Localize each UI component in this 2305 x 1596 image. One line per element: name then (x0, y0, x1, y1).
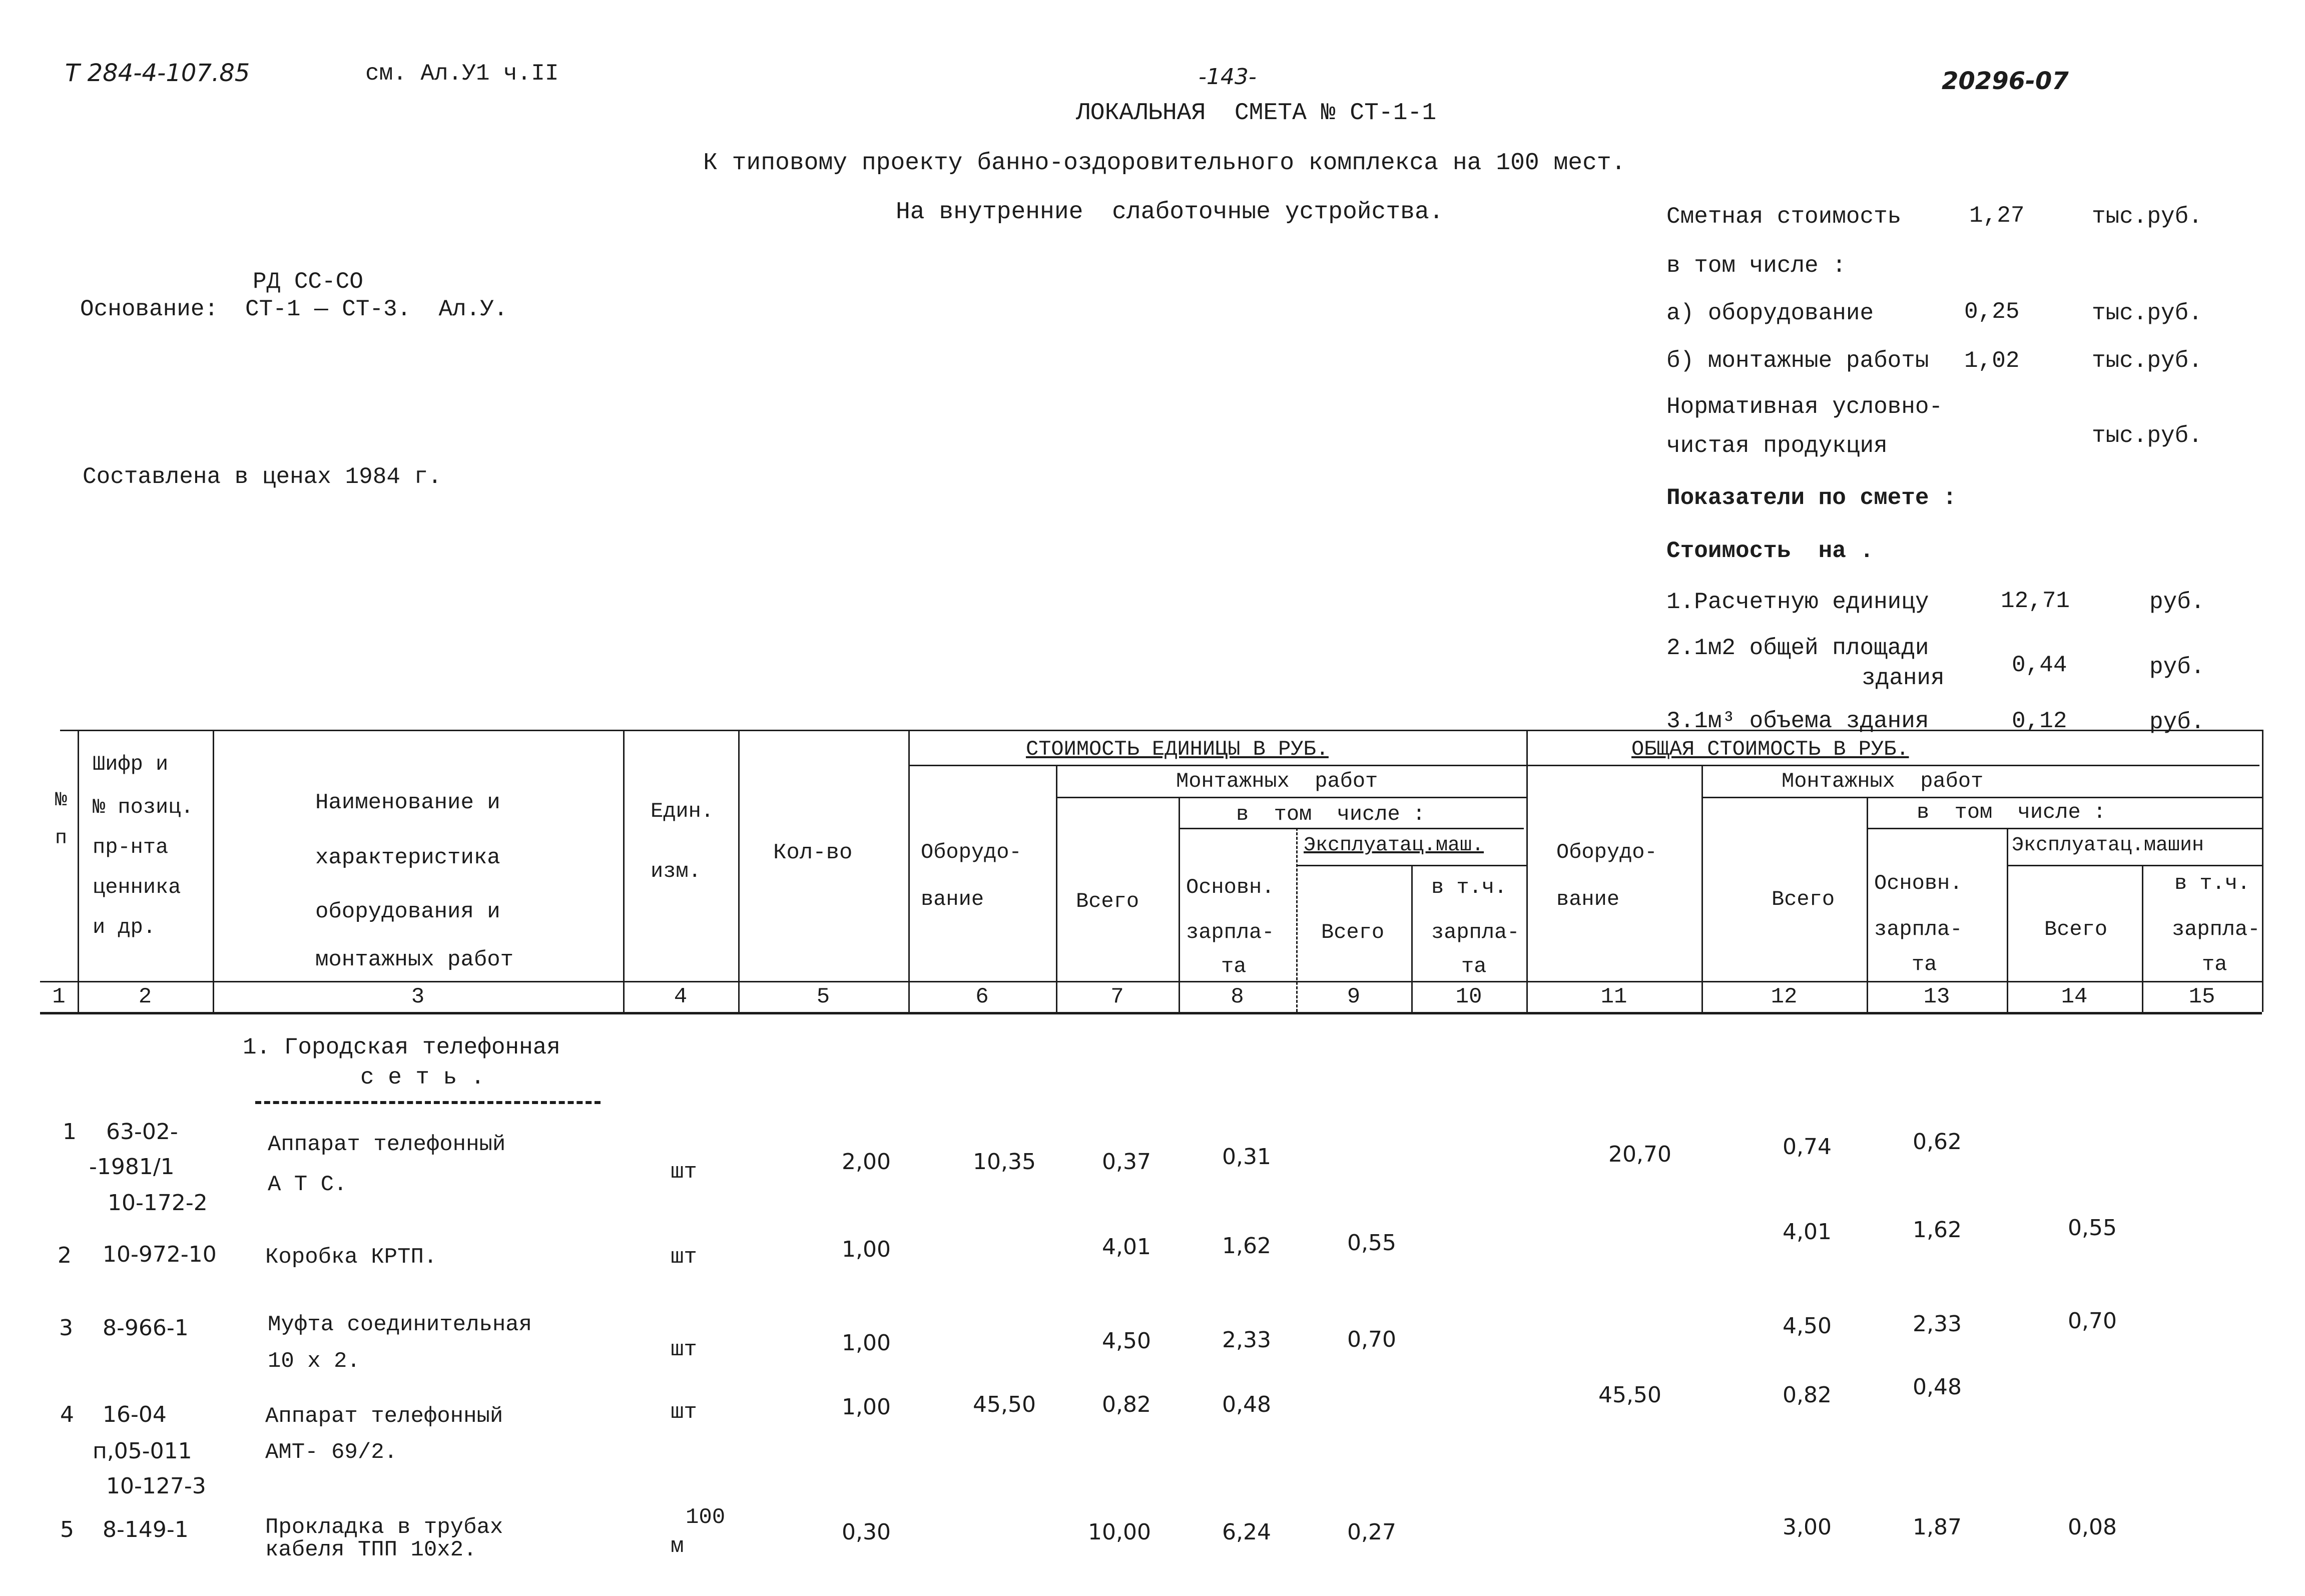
col-header-equipment-total: Оборудо- (1556, 840, 1657, 864)
page-number: -143- (1199, 64, 1257, 90)
col-header-equipment-total: вание (1556, 887, 1620, 911)
col-header-name: оборудования и (315, 899, 500, 924)
column-number: 7 (1110, 984, 1124, 1009)
installation-header: Монтажных работ (1176, 769, 1378, 793)
col-header-code: № позиц. (93, 795, 194, 819)
row-code: 10-172-2 (108, 1190, 208, 1216)
row-cell-7: 4,01 (1102, 1234, 1151, 1260)
row-cell-11: 45,50 (1598, 1382, 1661, 1408)
row-name: Прокладка в трубах (265, 1515, 503, 1540)
row-cell-12: 0,74 (1783, 1134, 1832, 1160)
row-name: А Т С. (268, 1172, 347, 1197)
col-header-base-wage-total: та (1912, 952, 1937, 976)
col-header-name: Наименование и (315, 790, 500, 815)
basis-label: Основание: (80, 296, 219, 322)
including-header: в том числе : (1236, 802, 1426, 826)
basis-value: СТ-1 — СТ-3. Ал.У. (245, 296, 508, 322)
row-name: Аппарат телефонный (268, 1132, 506, 1157)
indicator-label: 1.Расчетную единицу (1666, 589, 1929, 615)
col-header-code: ценника (93, 875, 181, 899)
total-cost-header: ОБЩАЯ СТОИМОСТЬ В РУБ. (1631, 737, 1909, 761)
row-cell-7: 0,37 (1102, 1149, 1151, 1175)
row-cell-7: 10,00 (1088, 1519, 1151, 1545)
col-header-incl-wage: та (1461, 954, 1487, 978)
row-code: 63-02- (106, 1119, 178, 1145)
row-name: 10 х 2. (268, 1349, 360, 1374)
row-name: кабеля ТПП 10х2. (265, 1537, 477, 1562)
row-cell-6: 10,35 (973, 1149, 1036, 1175)
col-header-code: Шифр и (93, 752, 169, 776)
row-cell-8: 6,24 (1222, 1519, 1271, 1545)
row-code: 16-04 (103, 1402, 167, 1427)
equipment-value: 0,25 (1964, 299, 2020, 325)
column-number: 2 (138, 984, 152, 1009)
row-cell-9: 0,70 (1347, 1327, 1396, 1352)
row-unit: шт (671, 1400, 697, 1425)
row-cell-12: 3,00 (1783, 1514, 1832, 1540)
row-name: АМТ- 69/2. (265, 1440, 398, 1465)
col-header-incl-wage-total: в т.ч. (2174, 871, 2250, 895)
machines-header: Эксплуатац.маш. (1304, 834, 1484, 857)
row-number: 1 (63, 1119, 77, 1145)
document-title: ЛОКАЛЬНАЯ СМЕТА № СТ-1-1 (1076, 100, 1437, 127)
row-cell-12: 4,50 (1783, 1313, 1832, 1339)
row-cell-8: 0,48 (1222, 1392, 1271, 1417)
col-header-equipment: вание (921, 887, 984, 911)
row-cell-9: 0,27 (1347, 1519, 1396, 1545)
row-unit: шт (671, 1245, 697, 1270)
col-header-base-wage: Основн. (1186, 875, 1275, 899)
section-underline (255, 1101, 601, 1104)
row-cell-13: 1,62 (1913, 1217, 1962, 1243)
section-title-2: с е т ь . (360, 1065, 485, 1091)
album-reference: см. Ал.У1 ч.II (365, 61, 559, 87)
col-header-code: пр-нта (93, 835, 169, 859)
row-cell-9: 0,55 (1347, 1230, 1396, 1256)
row-cell-8: 2,33 (1222, 1327, 1271, 1353)
indicator-unit: руб. (2149, 709, 2205, 735)
indicator-value: 0,44 (2012, 652, 2067, 678)
inventory-number: 20296-07 (1942, 67, 2069, 95)
installation-unit: тыс.руб. (2092, 348, 2202, 374)
row-name: Муфта соединительная (268, 1312, 532, 1337)
col-header-all: Всего (1076, 889, 1139, 913)
row-number: 3 (59, 1315, 73, 1341)
column-number: 8 (1231, 984, 1244, 1009)
column-number: 15 (2188, 984, 2215, 1009)
equipment-label: а) оборудование (1666, 300, 1874, 326)
col-header-base-wage: зарпла- (1186, 920, 1275, 944)
installation-total-header: Монтажных работ (1782, 769, 1984, 793)
column-number: 14 (2061, 984, 2088, 1009)
col-header-base-wage: та (1221, 954, 1247, 978)
column-number: 4 (674, 984, 688, 1009)
doc-code: Т 284-4-107.85 (65, 59, 250, 87)
document-subtitle: К типовому проекту банно-оздоровительного комплекса на 100 мест. (703, 150, 1626, 177)
section-title: 1. Городская телефонная (243, 1034, 560, 1060)
col-header-name: монтажных работ (315, 947, 514, 972)
including-total-header: в том числе : (1917, 800, 2106, 824)
row-unit: шт (671, 1160, 697, 1185)
row-cell-6: 45,50 (973, 1392, 1036, 1417)
indicator-value: 0,12 (2012, 708, 2067, 734)
row-cell-14: 0,08 (2068, 1514, 2117, 1540)
indicator-label-2: здания (1862, 665, 1945, 691)
column-number: 5 (816, 984, 830, 1009)
installation-value: 1,02 (1964, 348, 2020, 374)
col-header-base-wage-total: зарпла- (1874, 917, 1963, 941)
indicator-unit: руб. (2149, 589, 2205, 615)
row-cell-8: 1,62 (1222, 1233, 1271, 1259)
col-header-equipment: Оборудо- (921, 840, 1022, 864)
estimate-cost-label: Сметная стоимость (1666, 204, 1902, 230)
row-code: 10-127-3 (106, 1473, 206, 1499)
column-number: 9 (1347, 984, 1361, 1009)
row-cell-12: 0,82 (1783, 1382, 1832, 1408)
row-qty: 2,00 (842, 1149, 891, 1175)
column-number: 13 (1923, 984, 1950, 1009)
cost-per-label: Стоимость на . (1666, 538, 1874, 564)
column-number: 1 (52, 984, 66, 1009)
row-code: 10-972-10 (103, 1242, 217, 1267)
column-number: 11 (1600, 984, 1627, 1009)
estimate-subject: На внутренние слаботочные устройства. (896, 199, 1444, 226)
col-header-machines-all-total: Всего (2044, 917, 2108, 941)
row-cell-13: 0,62 (1913, 1129, 1962, 1155)
row-cell-8: 0,31 (1222, 1144, 1271, 1170)
col-header-unit: Един. (651, 799, 714, 823)
machines-total-header: Эксплуатац.машин (2012, 834, 2204, 857)
row-cell-14: 0,70 (2068, 1308, 2117, 1334)
col-header-code: и др. (93, 915, 156, 939)
row-unit: 100 (686, 1505, 726, 1530)
normative-label-1: Нормативная условно- (1666, 394, 1943, 420)
row-cell-13: 1,87 (1913, 1514, 1962, 1540)
col-header-machines-all: Всего (1321, 920, 1385, 944)
col-header-n: № п (55, 789, 68, 850)
row-cell-13: 0,48 (1913, 1374, 1962, 1400)
estimate-cost-value: 1,27 (1969, 203, 2025, 229)
column-number: 12 (1771, 984, 1798, 1009)
indicator-label: 2.1м2 общей площади (1666, 635, 1929, 661)
row-cell-11: 20,70 (1608, 1142, 1671, 1167)
unit-cost-header: СТОИМОСТЬ ЕДИНИЦЫ В РУБ. (1026, 737, 1329, 761)
basis-rd: РД СС-СО (253, 269, 363, 295)
column-number: 6 (975, 984, 989, 1009)
col-header-incl-wage-total: та (2202, 952, 2227, 976)
col-header-qty: Кол-во (773, 840, 853, 865)
prices-note: Составлена в ценах 1984 г. (83, 464, 442, 490)
row-name: Коробка КРТП. (265, 1245, 437, 1270)
normative-unit: тыс.руб. (2092, 423, 2202, 449)
row-number: 4 (60, 1402, 74, 1427)
row-cell-14: 0,55 (2068, 1215, 2117, 1241)
col-header-unit: изм. (651, 859, 701, 883)
col-header-incl-wage: в т.ч. (1431, 875, 1507, 899)
row-code: 8-966-1 (103, 1315, 189, 1341)
col-header-base-wage-total: Основн. (1874, 871, 1963, 895)
row-code: п,05-011 (93, 1438, 192, 1464)
normative-label-2: чистая продукция (1666, 433, 1888, 459)
row-qty: 1,00 (842, 1394, 891, 1420)
indicator-value: 12,71 (2001, 588, 2070, 614)
row-unit: шт (671, 1337, 697, 1362)
row-unit: м (671, 1534, 684, 1559)
installation-label: б) монтажные работы (1666, 348, 1929, 374)
col-header-all-total: Всего (1772, 887, 1835, 911)
row-qty: 0,30 (842, 1519, 891, 1545)
row-number: 2 (58, 1243, 72, 1268)
col-header-incl-wage-total: зарпла- (2172, 917, 2260, 941)
row-name: Аппарат телефонный (265, 1404, 503, 1429)
row-cell-7: 0,82 (1102, 1392, 1151, 1417)
row-code: -1981/1 (89, 1154, 175, 1180)
row-qty: 1,00 (842, 1237, 891, 1262)
indicator-label: 3.1м³ объема здания (1666, 708, 1929, 734)
row-cell-12: 4,01 (1783, 1219, 1832, 1245)
including-label: в том числе : (1666, 253, 1846, 279)
estimate-cost-unit: тыс.руб. (2092, 204, 2202, 230)
row-cell-13: 2,33 (1913, 1311, 1962, 1337)
row-cell-7: 4,50 (1102, 1328, 1151, 1354)
row-number: 5 (60, 1517, 74, 1542)
indicator-unit: руб. (2149, 654, 2205, 680)
column-number: 3 (411, 984, 425, 1009)
row-code: 8-149-1 (103, 1517, 189, 1542)
col-header-name: характеристика (315, 845, 500, 870)
row-qty: 1,00 (842, 1330, 891, 1356)
equipment-unit: тыс.руб. (2092, 300, 2202, 326)
col-header-incl-wage: зарпла- (1431, 920, 1520, 944)
column-number: 10 (1455, 984, 1482, 1009)
indicators-label: Показатели по смете : (1666, 485, 1957, 511)
